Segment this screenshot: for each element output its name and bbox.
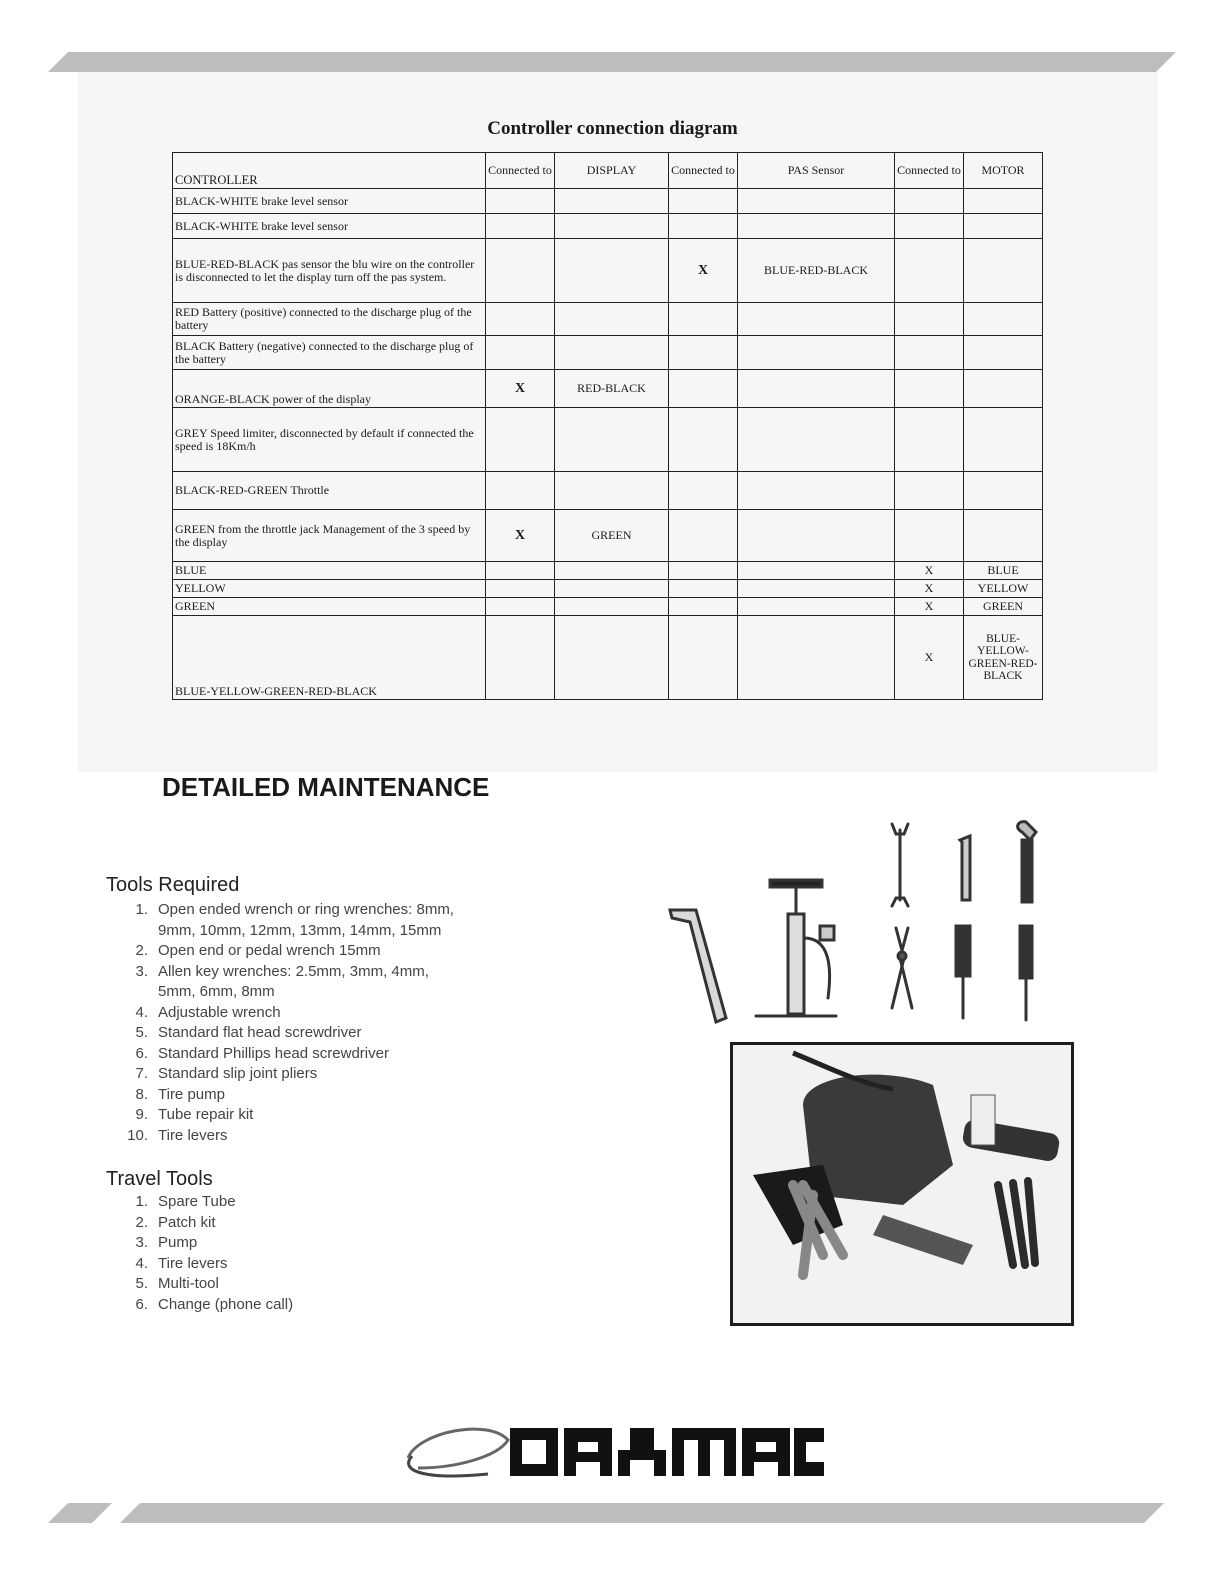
tire-lever-icon (670, 910, 726, 1022)
table-cell (738, 598, 895, 616)
pliers-icon (892, 928, 912, 1008)
table-cell (555, 616, 669, 700)
table-cell (895, 239, 964, 303)
column-header: Connected to (895, 153, 964, 189)
adjustable-wrench-icon (1018, 822, 1036, 902)
table-cell (895, 189, 964, 214)
tools-required-list (108, 900, 454, 1146)
list-item: 8. Tire pump (135, 1085, 225, 1103)
table-cell (486, 336, 555, 370)
table-cell (895, 370, 964, 408)
table-cell: ORANGE-BLACK power of the display (173, 370, 486, 408)
table-cell (738, 510, 895, 562)
table-cell (555, 189, 669, 214)
table-cell: BLACK-WHITE brake level sensor (173, 214, 486, 239)
daymak-logo (388, 1412, 828, 1484)
table-cell: X (486, 370, 555, 408)
tool-bag-photo-icon (733, 1045, 1071, 1323)
table-row (173, 580, 1043, 598)
list-item: 1. Open ended wrench or ring wrenches: 8mm, (135, 901, 454, 918)
table-cell: GREEN (964, 598, 1043, 616)
column-header: Connected to (486, 153, 555, 189)
table-cell: GREEN (555, 510, 669, 562)
table-cell (486, 189, 555, 214)
table-cell (555, 598, 669, 616)
table-cell: BLUE-RED-BLACK (738, 239, 895, 303)
table-cell (895, 408, 964, 472)
list-item: 3. Allen key wrenches: 2.5mm, 3mm, 4mm, (135, 962, 429, 980)
table-cell: X (895, 580, 964, 598)
table-cell (486, 616, 555, 700)
table-cell (738, 336, 895, 370)
table-cell (669, 303, 738, 336)
table-cell: X (895, 562, 964, 580)
list-item: 7. Standard slip joint pliers (135, 1065, 318, 1082)
open-wrench-icon (892, 824, 908, 906)
table-row (173, 510, 1043, 562)
table-cell (669, 616, 738, 700)
table-cell (738, 472, 895, 510)
list-item: 4. Tire levers (135, 1254, 228, 1272)
travel-tools-photo (730, 1042, 1074, 1326)
list-item: 9mm, 10mm, 12mm, 13mm, 14mm, 15mm (158, 921, 442, 939)
list-item: 1. Spare Tube (135, 1193, 236, 1210)
table-cell (669, 510, 738, 562)
table-cell (669, 189, 738, 214)
column-header: CONTROLLER (173, 153, 486, 189)
list-item: 6. Standard Phillips head screwdriver (135, 1044, 389, 1062)
table-row (173, 239, 1043, 303)
table-cell (555, 472, 669, 510)
table-row (173, 408, 1043, 472)
diagram-title: Controller connection diagram (487, 118, 738, 139)
table-cell (738, 616, 895, 700)
table-cell (486, 580, 555, 598)
list-item: 4. Adjustable wrench (135, 1003, 281, 1021)
tire-pump-icon (756, 880, 836, 1016)
table-cell (669, 408, 738, 472)
table-cell (669, 598, 738, 616)
table-cell (555, 562, 669, 580)
list-item: 3. Pump (135, 1234, 198, 1251)
table-cell (895, 336, 964, 370)
table-cell: RED-BLACK (555, 370, 669, 408)
table-cell (555, 303, 669, 336)
table-cell: BLACK-RED-GREEN Throttle (173, 472, 486, 510)
controller-connection-table (172, 152, 1043, 700)
table-cell (895, 472, 964, 510)
allen-key-icon (960, 836, 970, 900)
table-cell (964, 336, 1043, 370)
table-cell (486, 239, 555, 303)
column-header: PAS Sensor (738, 153, 895, 189)
table-cell: X (895, 598, 964, 616)
table-cell (669, 370, 738, 408)
table-cell (486, 562, 555, 580)
column-header: MOTOR (964, 153, 1043, 189)
table-cell (669, 580, 738, 598)
table-cell: BLACK-WHITE brake level sensor (173, 189, 486, 214)
table-cell: BLUE (173, 562, 486, 580)
table-cell (964, 510, 1043, 562)
table-row (173, 616, 1043, 700)
table-cell (555, 336, 669, 370)
table-cell (738, 580, 895, 598)
table-cell: GREEN (173, 598, 486, 616)
table-cell (895, 303, 964, 336)
table-cell: YELLOW (964, 580, 1043, 598)
table-cell (738, 303, 895, 336)
maintenance-heading: DETAILED MAINTENANCE (162, 772, 490, 802)
bottom-decorative-stripe-left (48, 1503, 112, 1523)
table-cell (964, 472, 1043, 510)
bottom-decorative-stripe (120, 1503, 1164, 1523)
top-decorative-stripe (48, 52, 1176, 72)
table-cell: GREEN from the throttle jack Management of the 3 speed by the display (173, 510, 486, 562)
table-cell (895, 214, 964, 239)
tools-illustration (660, 818, 1060, 1028)
table-cell: X (486, 510, 555, 562)
flat-screwdriver-icon (956, 926, 970, 1018)
table-cell (964, 189, 1043, 214)
table-cell (486, 408, 555, 472)
phillips-screwdriver-icon (1020, 926, 1032, 1020)
table-row (173, 472, 1043, 510)
list-item: 2. Patch kit (135, 1213, 216, 1231)
table-cell (738, 214, 895, 239)
table-cell: X (895, 616, 964, 700)
table-cell (555, 408, 669, 472)
table-cell (669, 472, 738, 510)
table-cell (964, 239, 1043, 303)
table-cell (738, 408, 895, 472)
table-row (173, 214, 1043, 239)
list-item: 5. Standard flat head screwdriver (135, 1024, 362, 1041)
table-row (173, 336, 1043, 370)
table-cell (669, 336, 738, 370)
table-cell: X (669, 239, 738, 303)
table-cell (486, 303, 555, 336)
table-row (173, 598, 1043, 616)
table-cell (486, 598, 555, 616)
table-cell (555, 580, 669, 598)
table-cell (738, 562, 895, 580)
table-cell (895, 510, 964, 562)
list-item: 10. Tire levers (127, 1126, 228, 1144)
table-cell: GREY Speed limiter, disconnected by default if connected the speed is 18Km/h (173, 408, 486, 472)
table-row (173, 303, 1043, 336)
column-header: DISPLAY (555, 153, 669, 189)
table-cell: BLUE-YELLOW-GREEN-RED-BLACK (173, 616, 486, 700)
table-row (173, 189, 1043, 214)
table-row (173, 562, 1043, 580)
table-cell: BLUE (964, 562, 1043, 580)
table-cell (486, 472, 555, 510)
travel-tools-heading: Travel Tools (106, 1168, 213, 1190)
list-item: 5mm, 6mm, 8mm (158, 983, 275, 1000)
column-header: Connected to (669, 153, 738, 189)
list-item: 2. Open end or pedal wrench 15mm (135, 942, 381, 959)
table-cell: BLUE-RED-BLACK pas sensor the blu wire on the controller is disconnected to let the display turn off the pas system. (173, 239, 486, 303)
table-cell (964, 303, 1043, 336)
table-row (173, 370, 1043, 408)
table-cell (486, 214, 555, 239)
list-item: 5. Multi-tool (135, 1275, 219, 1292)
table-cell (669, 562, 738, 580)
table-cell: BLACK Battery (negative) connected to the discharge plug of the battery (173, 336, 486, 370)
table-cell (555, 239, 669, 303)
table-cell (738, 189, 895, 214)
table-cell: YELLOW (173, 580, 486, 598)
list-item: 6. Change (phone call) (135, 1295, 294, 1313)
table-header-row (173, 153, 1043, 189)
table-cell (669, 214, 738, 239)
tools-required-heading: Tools Required (106, 874, 240, 896)
table-cell: BLUE-YELLOW-GREEN-RED-BLACK (964, 616, 1043, 700)
table-cell (964, 370, 1043, 408)
table-cell: RED Battery (positive) connected to the discharge plug of the battery (173, 303, 486, 336)
table-cell (964, 214, 1043, 239)
table-cell (555, 214, 669, 239)
travel-tools-list (108, 1192, 293, 1315)
table-cell (738, 370, 895, 408)
table-cell (964, 408, 1043, 472)
list-item: 9. Tube repair kit (135, 1106, 254, 1123)
